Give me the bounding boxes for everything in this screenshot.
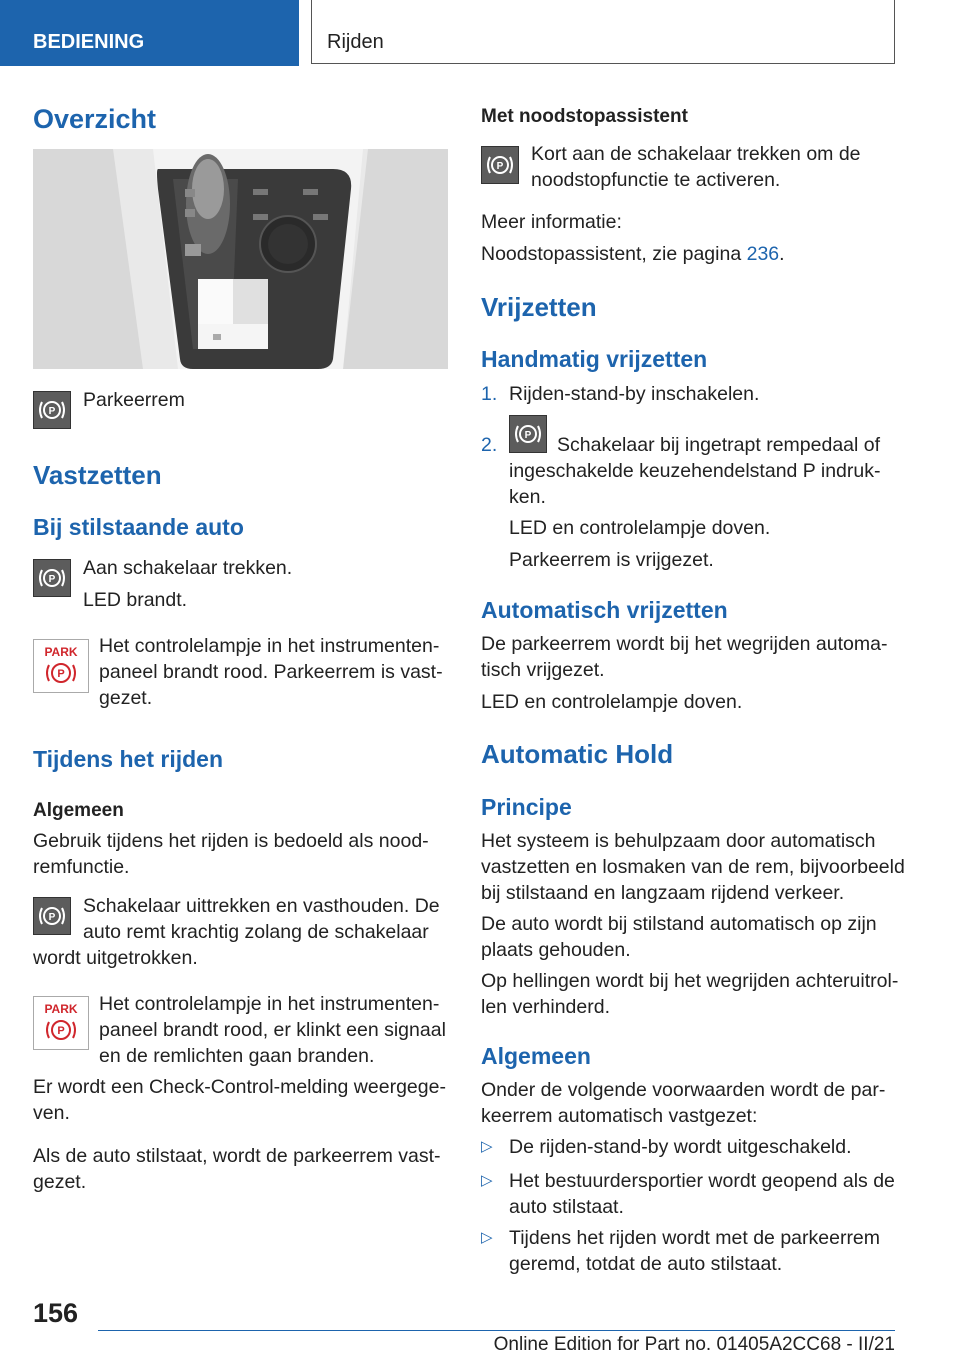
automatic-hold-heading: Automatic Hold [481,739,674,769]
step2-text-b: ingeschakelde keuzehendelstand P indruk- ken. [509,460,881,508]
step2-switch-icon [509,415,547,453]
park-text1: Het controlelampje in het instrumenten- paneel brandt rood. Parkeerrem is vast- gezet. [99,635,443,709]
svg-text:P: P [48,912,56,923]
svg-text:PARK: PARK [44,1002,78,1016]
parkeerrem-icon [33,391,71,429]
park-warning-icon-2 [33,996,89,1050]
check-text: Er wordt een Check-Control-melding weergege- ven. [33,1076,446,1124]
list-item: Het bestuurdersportier wordt geopend als de auto stilstaat. [509,1170,895,1218]
stil-line2: LED brandt. [83,589,188,611]
svg-text:P: P [48,406,56,417]
parkeerrem-label: Parkeerrem [83,389,185,411]
list-item: Tijdens het rijden wordt met de parkeerrem geremd, totdat de auto stilstaat. [509,1227,881,1275]
step2-sub2: Parkeerrem is vrijgezet. [509,549,714,571]
automatisch-vrijzetten-heading: Automatisch vrijzetten [481,597,728,623]
principe-text2: De auto wordt bij stilstand automatisch op zijn plaats gehouden. [481,913,877,961]
svg-text:P: P [57,1025,65,1037]
step2-number: 2. [481,434,498,456]
console-illustration [33,149,448,369]
svg-text:P: P [524,430,532,441]
algemeen-left-heading: Algemeen [33,800,124,821]
switch-pull-icon [33,559,71,597]
auto-vrij-text: De parkeerrem wordt bij het wegrijden automa- tisch vrijgezet. [481,633,888,681]
step2-text-a: Schakelaar bij ingetrapt rempedaal of [557,434,881,456]
rijden-heading: Tijdens het rijden [33,746,223,772]
list-item: De rijden-stand-by wordt uitgeschakeld. [509,1136,852,1158]
meer-info: Meer informatie: [481,211,622,233]
step2-sub1: LED en controlelampje doven. [509,517,771,539]
principe-heading: Principe [481,794,572,820]
noodstop-reference: Noodstopassistent, zie pagina 236. [481,243,785,265]
vrijzetten-heading: Vrijzetten [481,292,597,322]
handmatig-heading: Handmatig vrijzetten [481,346,708,372]
footer-edition: Online Edition for Part no. 01405A2CC68 - II/21 [493,1334,895,1355]
footer-rule [98,1330,895,1331]
principe-text: Het systeem is behulpzaam door automatisch vastzetten en losmaken van de rem, bijvoorbeeld bij stilstaand en langzaam rijdend verkeer. [481,830,905,904]
bullet-marker: ▷ [481,1138,493,1155]
console-photo [33,149,448,369]
bullet-marker: ▷ [481,1172,493,1189]
section-tab: BEDIENING [0,0,299,66]
bullet-marker: ▷ [481,1229,493,1246]
page-number: 156 [33,1298,79,1328]
noodstop-switch-icon [481,146,519,184]
page-link-236[interactable]: 236 [746,243,780,265]
park-warning-icon [33,639,89,693]
algemeen-right-text: Onder de volgende voorwaarden wordt de par- keerrem automatisch vastgezet: [481,1079,886,1127]
park-text2: Het controlelampje in het instrumenten- paneel brandt rood, er klinkt een signaal en de remlichten gaan branden. [99,993,446,1067]
step1-text: Rijden-stand-by inschakelen. [509,383,760,405]
svg-text:P: P [48,574,56,585]
auto-vrij-led: LED en controlelampje doven. [481,691,743,713]
stilstaat-text: Als de auto stilstaat, wordt de parkeerrem vast- gezet. [33,1145,441,1193]
noodstop-text: Kort aan de schakelaar trekken om de noodstopfunctie te activeren. [531,143,861,191]
algemeen-left-text: Gebruik tijdens het rijden is bedoeld als nood- remfunctie. [33,830,429,878]
svg-text:P: P [57,668,65,680]
overzicht-heading: Overzicht [33,104,157,134]
noodstop-heading: Met noodstopassistent [481,106,688,127]
switch-hold-icon [33,897,71,935]
vastzetten-heading: Vastzetten [33,460,162,490]
svg-text:P: P [496,161,504,172]
stil-line1: Aan schakelaar trekken. [83,557,293,579]
algemeen-right-heading: Algemeen [481,1043,591,1069]
uittrekken-text-a: Schakelaar uittrekken en vasthouden. De auto remt krachtig zolang de schakelaar [83,895,440,943]
stilstaande-heading: Bij stilstaande auto [33,514,244,540]
step1-number: 1. [481,383,498,405]
svg-text:PARK: PARK [44,645,78,659]
principe-text3: Op hellingen wordt bij het wegrijden achteruitrol- len verhinderd. [481,970,899,1018]
chapter-title: Rijden [311,0,895,64]
uittrekken-text-b: wordt uitgetrokken. [33,947,198,969]
